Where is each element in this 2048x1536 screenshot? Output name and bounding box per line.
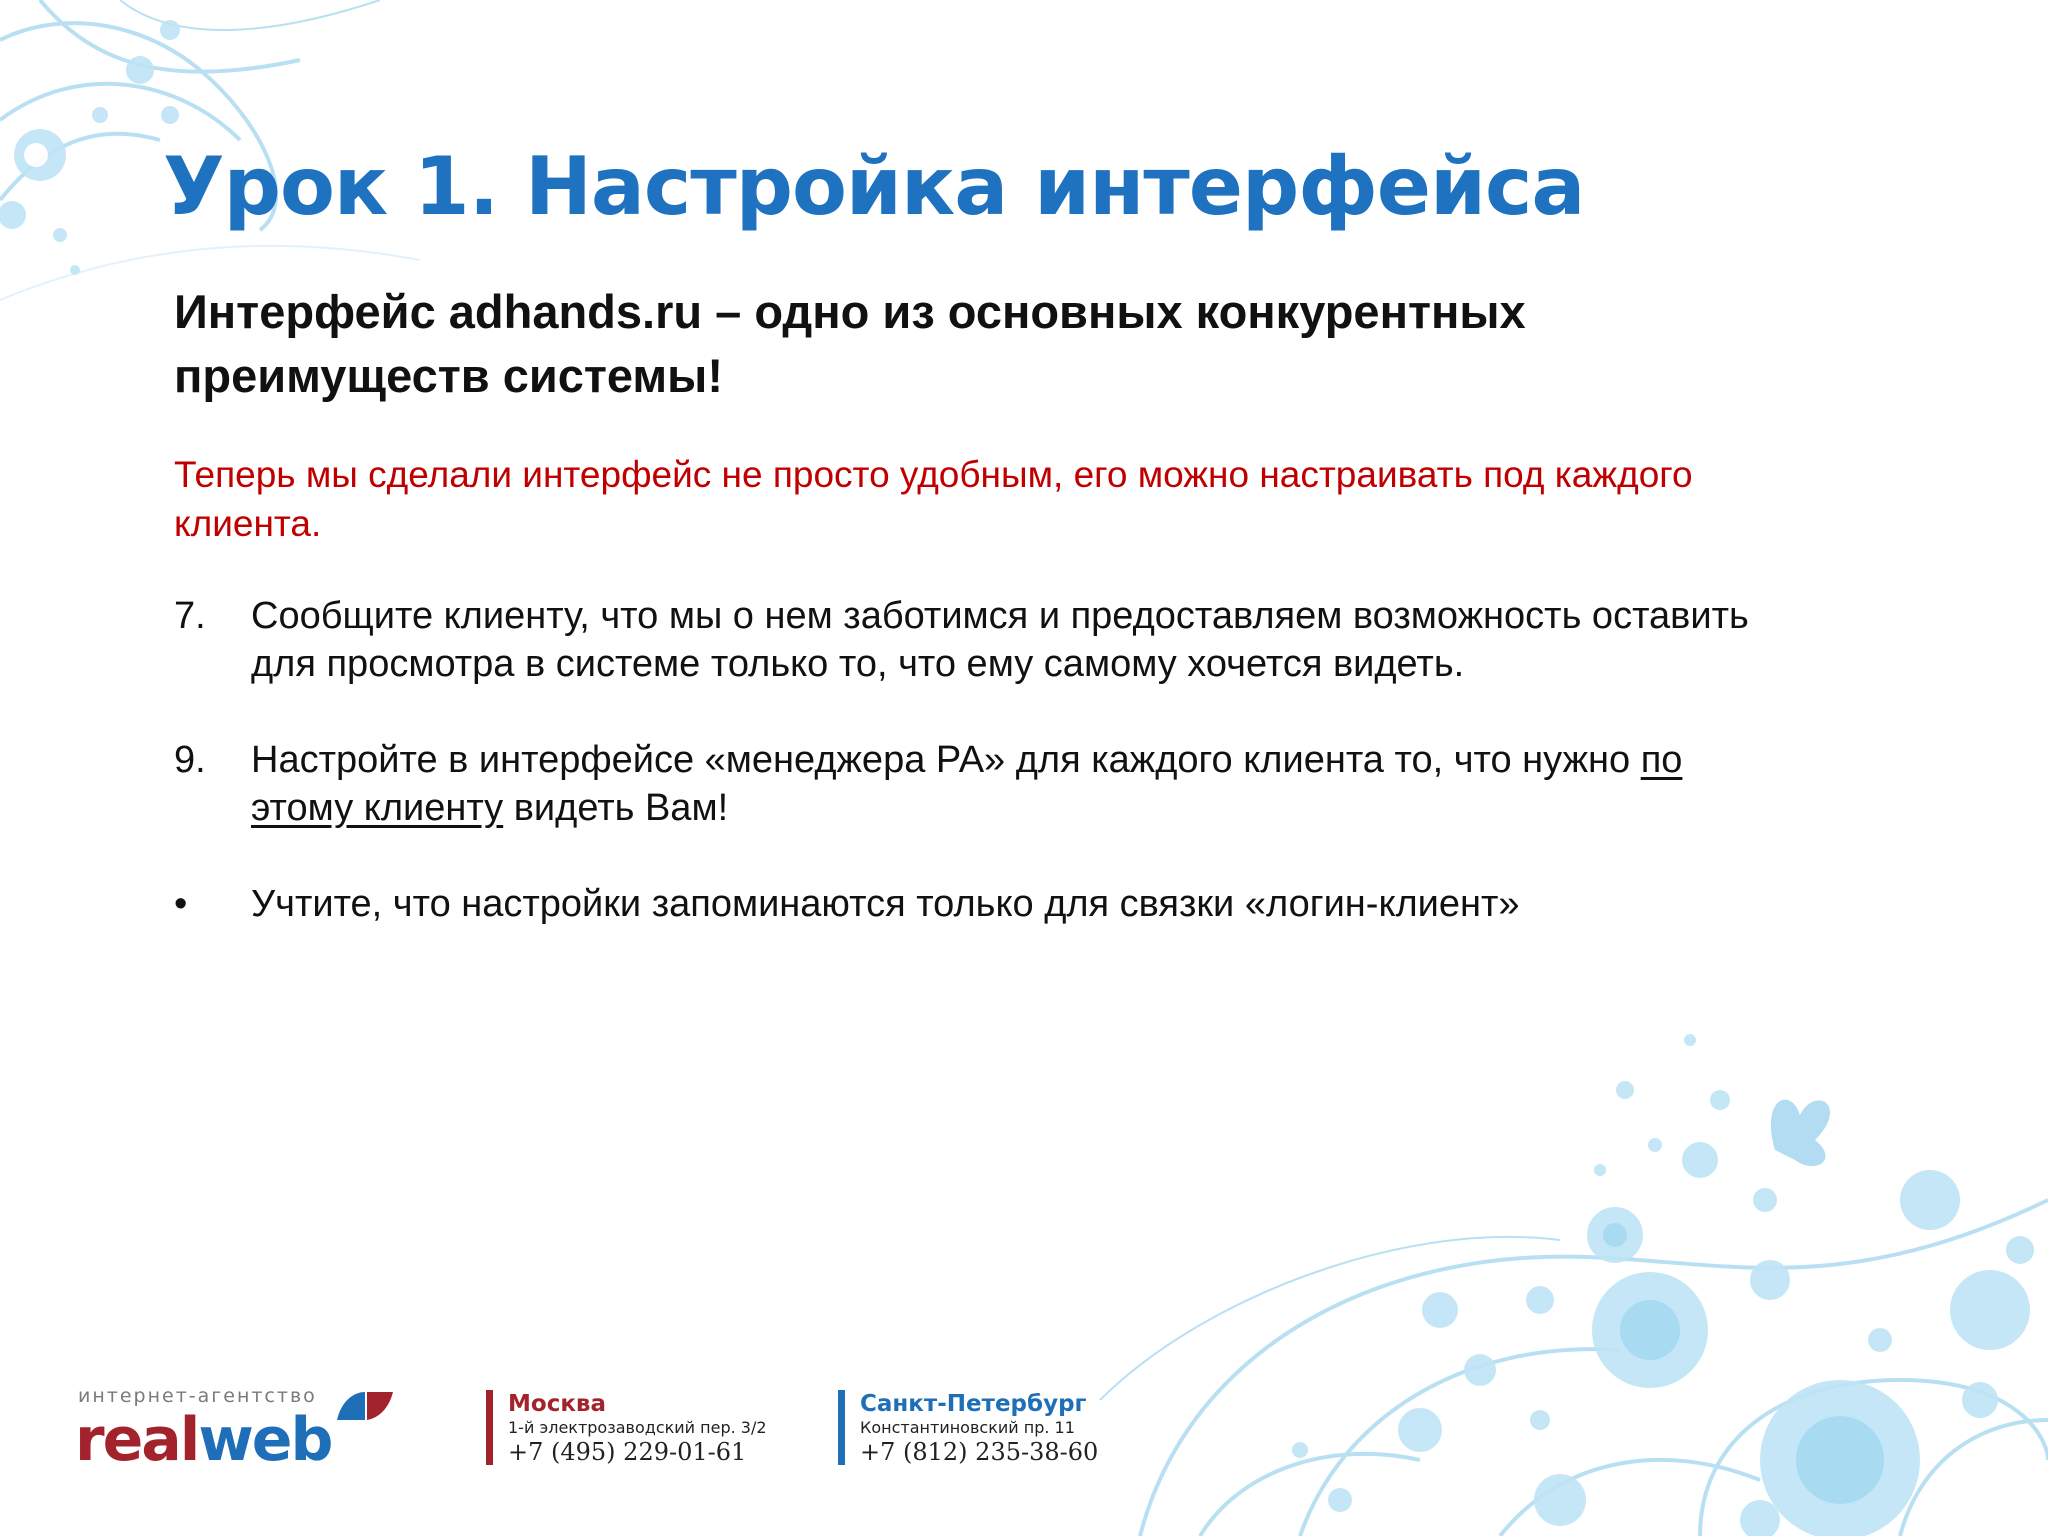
- realweb-logo: [75, 1405, 331, 1475]
- office-city: Санкт-Петербург: [860, 1391, 1087, 1417]
- list-marker: 9.: [174, 739, 206, 781]
- office-address: Константиновский пр. 11: [860, 1418, 1075, 1437]
- highlight-note: Теперь мы сделали интерфейс не просто удобным, его можно настраивать под каждого клиента.: [174, 454, 1693, 544]
- office-city: Москва: [508, 1391, 607, 1417]
- list-bullet: •: [174, 883, 188, 925]
- list-item-text: Учтите, что настройки запоминаются только для связки «логин-клиент»: [251, 883, 1520, 925]
- office-address: 1-й электрозаводский пер. 3/2: [508, 1418, 767, 1437]
- office-divider: [486, 1390, 493, 1465]
- office-moscow: [486, 1390, 767, 1466]
- office-divider: [838, 1390, 845, 1465]
- slide-subtitle: Интерфейс adhands.ru – одно из основных конкурентных преимуществ системы!: [174, 285, 1526, 402]
- list-item-text: [251, 736, 1774, 832]
- instruction-list: [174, 592, 1774, 976]
- logo-word-web: web: [198, 1405, 332, 1475]
- list-item-text-part: Настройте в интерфейсе «менеджера РА» для каждого клиента то, что нужно: [251, 739, 1641, 781]
- logo-mark-icon: [335, 1390, 395, 1424]
- list-item: [174, 880, 1774, 928]
- slide-title: Урок 1. Настройка интерфейса: [163, 140, 1585, 233]
- office-saint-petersburg: [838, 1390, 1098, 1466]
- list-item-text-part: видеть Вам!: [503, 787, 729, 829]
- office-phone: +7 (495) 229-01-61: [508, 1438, 747, 1466]
- underlined-phrase: по этому клиенту: [251, 739, 1683, 829]
- logo-word-real: real: [75, 1405, 199, 1475]
- list-item: [174, 736, 1774, 832]
- list-item-text: Сообщите клиенту, что мы о нем заботимся и предоставляем возможность оставить для просмотра в системе только то, что ему самому хочется видеть.: [251, 595, 1749, 685]
- list-item: [174, 592, 1774, 688]
- office-phone: +7 (812) 235-38-60: [860, 1438, 1099, 1466]
- list-marker: 7.: [174, 595, 206, 637]
- logo-tagline: интернет-агентство: [78, 1385, 317, 1407]
